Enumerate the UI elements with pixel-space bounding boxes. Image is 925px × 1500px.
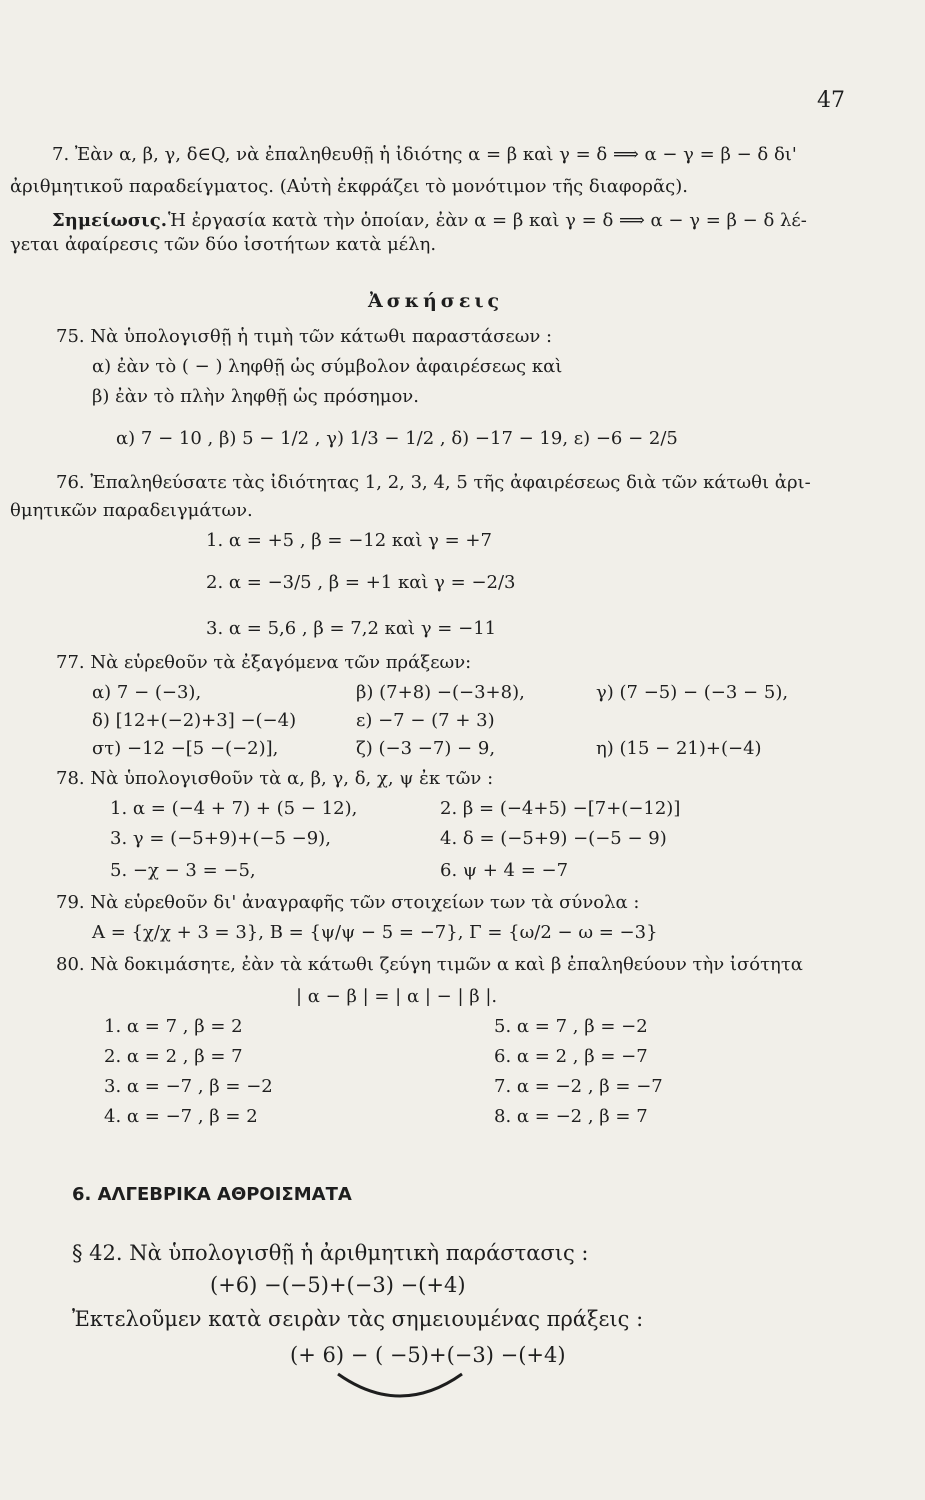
exercise-76-item-1: 1. α = +5 , β = −12 καὶ γ = +7: [206, 530, 492, 551]
exercise-78-4: 4. δ = (−5+9) −(−5 − 9): [440, 828, 667, 849]
exercise-7-line-2: ἀριθμητικοῦ παραδείγματος. (Αὐτὴ ἐκφράζει τὸ μονότιμον τῆς διαφορᾶς).: [10, 176, 688, 197]
exercise-80-pair-3: 3. α = −7 , β = −2: [104, 1076, 273, 1097]
exercise-75-b: β) ἐὰν τὸ πλὴν ληφθῇ ὡς πρόσημον.: [92, 386, 419, 407]
exercise-77: 77. Νὰ εὑρεθοῦν τὰ ἐξαγόμενα τῶν πράξεων:: [56, 652, 472, 673]
exercise-78-2: 2. β = (−4+5) −[7+(−12)]: [440, 798, 681, 819]
page-number: 47: [817, 88, 845, 113]
exercise-77-a: α) 7 − (−3),: [92, 682, 202, 703]
execution-text: Ἐκτελοῦμεν κατὰ σειρὰν τὰς σημειουμένας πράξεις :: [72, 1307, 644, 1331]
exercise-76-line-2: θμητικῶν παραδειγμάτων.: [10, 500, 253, 521]
exercise-75: 75. Νὰ ὑπολογισθῇ ἡ τιμὴ τῶν κάτωθι παραστάσεων :: [56, 326, 553, 347]
grouping-arc: [330, 1368, 470, 1408]
exercise-75-a: α) ἐὰν τὸ ( − ) ληφθῇ ὡς σύμβολον ἀφαιρέσεως καὶ: [92, 356, 563, 377]
exercise-78-3: 3. γ = (−5+9)+(−5 −9),: [110, 828, 331, 849]
exercise-77-b: β) (7+8) −(−3+8),: [356, 682, 525, 703]
exercise-75-expressions: α) 7 − 10 , β) 5 − 1/2 , γ) 1/3 − 1/2 , δ) −17 − 19, ε) −6 − 2/5: [116, 428, 678, 449]
exercise-77-d: δ) [12+(−2)+3] −(−4): [92, 710, 297, 731]
exercise-80-pair-5: 5. α = 7 , β = −2: [494, 1016, 648, 1037]
note-label: Σημείωσις.: [52, 210, 167, 231]
exercise-80-pair-8: 8. α = −2 , β = 7: [494, 1106, 648, 1127]
exercise-78-1: 1. α = (−4 + 7) + (5 − 12),: [110, 798, 358, 819]
exercise-79: 79. Νὰ εὑρεθοῦν δι' ἀναγραφῆς τῶν στοιχείων των τὰ σύνολα :: [56, 892, 640, 913]
paragraph-42: § 42. Νὰ ὑπολογισθῇ ἡ ἀριθμητικὴ παράστασις :: [72, 1241, 589, 1265]
exercise-76-item-3: 3. α = 5,6 , β = 7,2 καὶ γ = −11: [206, 618, 497, 639]
exercise-80-pair-6: 6. α = 2 , β = −7: [494, 1046, 648, 1067]
exercise-80: 80. Νὰ δοκιμάσητε, ἐὰν τὰ κάτωθι ζεύγη τιμῶν α καὶ β ἐπαληθεύουν τὴν ἰσότητα: [56, 954, 803, 975]
exercise-78: 78. Νὰ ὑπολογισθοῦν τὰ α, β, γ, δ, χ, ψ ἐκ τῶν :: [56, 768, 494, 789]
expression-1: (+6) −(−5)+(−3) −(+4): [210, 1273, 466, 1297]
exercise-77-h: η) (15 − 21)+(−4): [596, 738, 762, 759]
exercise-80-pair-4: 4. α = −7 , β = 2: [104, 1106, 258, 1127]
note-line-1: Ἡ ἐργασία κατὰ τὴν ὁποίαν, ἐὰν α = β καὶ γ = δ ⟹ α − γ = β − δ λέ-: [168, 210, 807, 231]
exercise-77-c: γ) (7 −5) − (−3 − 5),: [596, 682, 789, 703]
exercise-7-line-1: 7. Ἐὰν α, β, γ, δ∈Q, νὰ ἐπαληθευθῇ ἡ ἰδιότης α = β καὶ γ = δ ⟹ α − γ = β − δ δι': [52, 144, 797, 165]
exercise-77-z: ζ) (−3 −7) − 9,: [356, 738, 496, 759]
section-heading: 6. ΑΛΓΕΒΡΙΚΑ ΑΘΡΟΙΣΜΑΤΑ: [72, 1184, 352, 1205]
exercise-78-6: 6. ψ + 4 = −7: [440, 860, 569, 881]
exercise-79-sets: Α = {χ/χ + 3 = 3}, Β = {ψ/ψ − 5 = −7}, Γ = {ω/2 − ω = −3}: [92, 922, 658, 943]
exercise-76-line-1: 76. Ἐπαληθεύσατε τὰς ἰδιότητας 1, 2, 3, 4, 5 τῆς ἀφαιρέσεως διὰ τῶν κάτωθι ἀρι-: [56, 472, 811, 493]
exercise-76-item-2: 2. α = −3/5 , β = +1 καὶ γ = −2/3: [206, 572, 516, 593]
exercise-80-equation: | α − β | = | α | − | β |.: [296, 986, 498, 1007]
exercises-heading: Ἀσκήσεις: [368, 290, 504, 312]
expression-2: (+ 6) − ( −5)+(−3) −(+4): [290, 1343, 566, 1367]
exercise-77-e: ε) −7 − (7 + 3): [356, 710, 495, 731]
exercise-80-pair-1: 1. α = 7 , β = 2: [104, 1016, 243, 1037]
exercise-78-5: 5. −χ − 3 = −5,: [110, 860, 256, 881]
exercise-77-st: στ) −12 −[5 −(−2)],: [92, 738, 279, 759]
exercise-80-pair-2: 2. α = 2 , β = 7: [104, 1046, 243, 1067]
exercise-80-pair-7: 7. α = −2 , β = −7: [494, 1076, 663, 1097]
note-line-2: γεται ἀφαίρεσις τῶν δύο ἰσοτήτων κατὰ μέλη.: [10, 234, 437, 255]
